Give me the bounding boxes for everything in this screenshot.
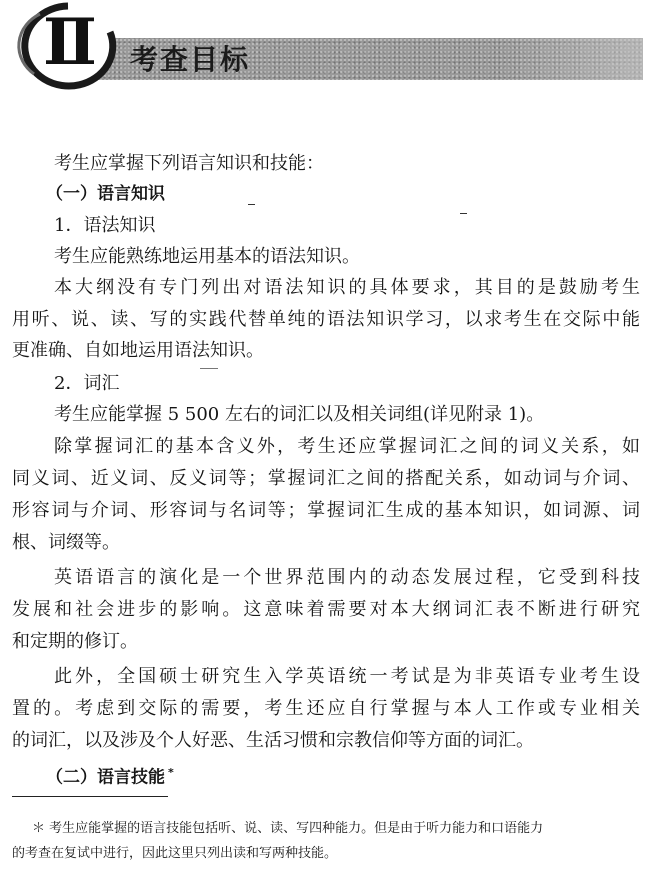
sub1-paragraph-line: 用听、说、读、写的实践代替单纯的语法知识学习，以求考生在交际中能 <box>12 309 640 330</box>
sub1-paragraph-line: 本大纲没有专门列出对语法知识的具体要求，其目的是鼓励考生 <box>54 277 640 298</box>
scan-speck <box>460 213 467 214</box>
scan-speck <box>200 368 218 369</box>
sub2-paragraph-line: 置的。考虑到交际的需要，考生还应自行掌握与本人工作或专业相关 <box>12 698 640 719</box>
part2-heading-text: （二）语言技能 <box>46 767 165 788</box>
sub2-paragraph-line: 的词汇，以及涉及个人好恶、生活习惯和宗教信仰等方面的词汇。 <box>12 730 534 751</box>
footnote-line: ＊ 考生应能掌握的语言技能包括听、说、读、写四种能力。但是由于听力能力和口语能力 <box>32 821 544 836</box>
scan-speck <box>248 204 255 205</box>
sub1-paragraph: 考生应能熟练地运用基本的语法知识。 <box>54 246 360 267</box>
sub2-paragraph-line: 根、词缀等。 <box>12 532 120 553</box>
sub2-paragraph-line: 形容词与介词、形容词与名词等；掌握词汇生成的基本知识，如词源、词 <box>12 500 640 521</box>
sub2-paragraph-line: 和定期的修订。 <box>12 631 138 652</box>
part2-heading <box>46 761 174 790</box>
intro-text: 考生应掌握下列语言知识和技能： <box>54 153 324 174</box>
part1-heading: （一）语言知识 <box>46 184 165 204</box>
section-numeral: Ⅱ <box>43 5 95 80</box>
sub1-paragraph-line: 更准确、自如地运用语法知识。 <box>12 340 264 361</box>
footnote-line: 的考查在复试中进行，因此这里只列出读和写两种技能。 <box>12 846 338 861</box>
sub2-paragraph-line: 英语语言的演化是一个世界范围内的动态发展过程，它受到科技 <box>54 567 640 588</box>
sub2-paragraph-line: 除掌握词汇的基本含义外，考生还应掌握词汇之间的词义关系，如 <box>54 436 640 457</box>
sub2-paragraph-line: 同义词、近义词、反义词等；掌握词汇之间的搭配关系，如动词与介词、 <box>12 468 640 489</box>
section-title: 考查目标 <box>130 43 251 76</box>
sub2-paragraph-line: 此外，全国硕士研究生入学英语统一考试是为非英语专业考生设 <box>54 666 640 687</box>
footnote-divider <box>12 796 168 797</box>
footnote-marker: * <box>168 766 174 779</box>
sub1-heading: 1．语法知识 <box>54 215 156 236</box>
sub2-paragraph: 考生应能掌握 5 500 左右的词汇以及相关词组(详见附录 1)。 <box>54 404 545 425</box>
sub2-paragraph-line: 发展和社会进步的影响。这意味着需要对本大纲词汇表不断进行研究 <box>12 599 640 620</box>
sub2-heading: 2．词汇 <box>54 373 120 394</box>
